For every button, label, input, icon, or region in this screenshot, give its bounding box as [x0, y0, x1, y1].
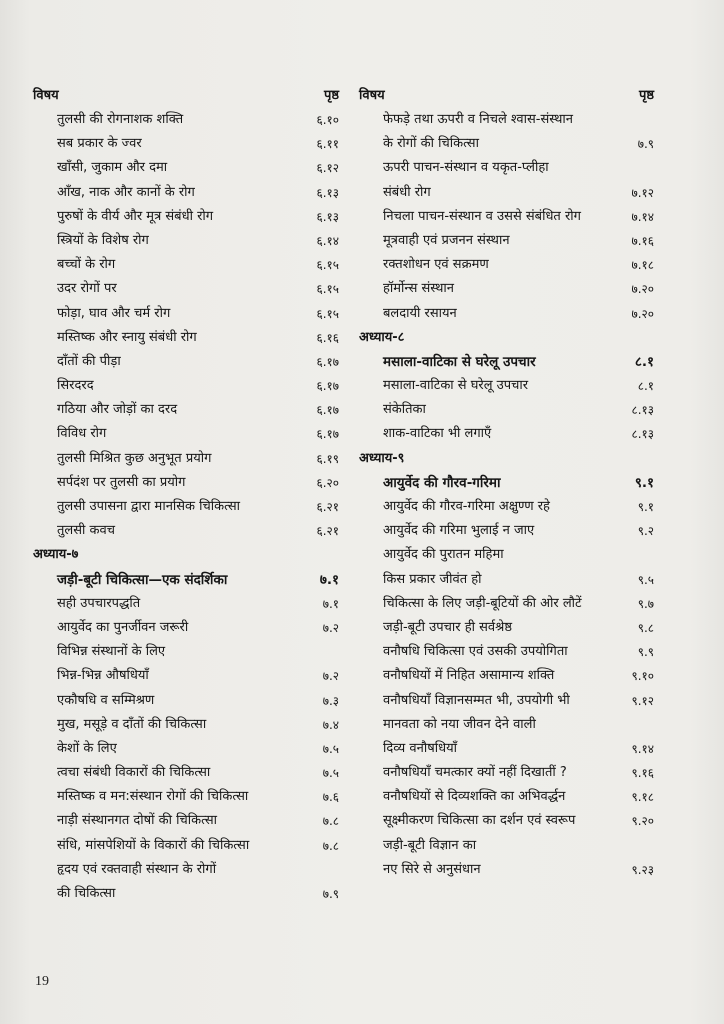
toc-entry: [359, 543, 654, 567]
entry-title: भिन्न-भिन्न औषधियाँ: [57, 668, 149, 684]
toc-entry: [359, 156, 654, 180]
toc-entry: [359, 568, 654, 592]
toc-entry: [33, 689, 339, 713]
entry-page: ७.२०: [631, 282, 654, 297]
entry-title: वनौषधियों में निहित असामान्य शक्ति: [383, 668, 555, 684]
entry-title: मुख, मसूड़े व दाँतों की चिकित्सा: [57, 716, 207, 732]
entry-title: निचला पाचन-संस्थान व उससे संबंधित रोग: [383, 208, 581, 224]
entry-page: ६.१२: [316, 161, 339, 176]
entry-title: केशों के लिए: [57, 740, 117, 756]
entry-page: ७.४: [322, 717, 339, 732]
entry-page: ६.१९: [316, 451, 339, 466]
entry-title: मस्तिष्क व मन:संस्थान रोगों की चिकित्सा: [57, 789, 249, 805]
entry-title: हॉर्मोन्स संस्थान: [383, 281, 454, 297]
entry-title: सिरदरद: [57, 378, 94, 394]
entry-title: सही उपचारपद्धति: [57, 595, 141, 611]
toc-entry: [33, 616, 339, 640]
entry-title: तुलसी की रोगनाशक शक्ति: [57, 112, 184, 127]
entry-page: ७.१: [322, 596, 339, 611]
entry-page: ६.२१: [316, 500, 339, 514]
entry-page: ९.८: [637, 620, 654, 635]
entry-title: स्त्रियों के विशेष रोग: [57, 232, 149, 248]
entry-title: आँख, नाक और कानों के रोग: [57, 184, 195, 200]
entry-title: संधि, मांसपेशियों के विकारों की चिकित्सा: [57, 837, 250, 853]
entry-page: ८.१३: [631, 427, 654, 442]
toc-entry: [359, 108, 654, 132]
toc-entry: [33, 156, 339, 180]
entry-page: ६.१५: [316, 258, 339, 273]
toc-entry: [359, 132, 654, 156]
toc-entry: [33, 181, 339, 205]
entry-title: फेफड़े तथा ऊपरी व निचले श्‍वास-संस्थान: [383, 112, 573, 127]
toc-entry: [33, 858, 339, 882]
entry-title: चिकित्सा के लिए जड़ी-बूटियों की ओर लौटें: [383, 595, 582, 611]
toc-header: [359, 84, 654, 108]
toc-entry: [33, 374, 339, 398]
entry-title: दाँतों की पीड़ा: [57, 353, 121, 369]
entry-title: मूत्रवाही एवं प्रजनन संस्थान: [383, 232, 510, 248]
toc-entry: [359, 374, 654, 398]
entry-page: ७.९: [322, 887, 339, 901]
toc-entries: [359, 108, 654, 882]
entry-page: ७.२: [322, 620, 339, 635]
entry-page: ९.७: [637, 596, 654, 611]
toc-left-column: [33, 84, 339, 906]
toc-entry: [359, 640, 654, 664]
toc-entry: [359, 398, 654, 422]
entry-page: ९.१: [637, 500, 654, 514]
entry-page: ६.११: [316, 137, 339, 152]
entry-title: ऊपरी पाचन-संस्थान व यकृत-प्लीहा: [383, 160, 549, 176]
entry-page: ९.९: [637, 645, 654, 660]
chapter-heading: अध्याय-७: [33, 547, 79, 563]
toc-entry: [359, 181, 654, 205]
entry-title: जड़ी-बूटी उपचार ही सर्वश्रेष्ठ: [383, 619, 512, 635]
entry-title: गठिया और जोड़ों का दरद: [57, 402, 178, 418]
entry-title: किस प्रकार जीवंत हो: [383, 571, 482, 587]
entry-page: ७.१: [319, 571, 339, 588]
entry-title: दिव्य वनौषधियाँ: [383, 740, 457, 756]
topic-heading: विषय: [359, 88, 385, 103]
entry-page: ९.१८: [631, 790, 654, 805]
entry-page: ७.२०: [631, 306, 654, 321]
entry-page: ६.१७: [316, 354, 339, 369]
toc-entry: [359, 253, 654, 277]
toc-main-entry: [359, 350, 654, 374]
entry-title: वनौषधि चिकित्सा एवं उसकी उपयोगिता: [383, 644, 568, 660]
toc-entry: [33, 326, 339, 350]
entry-title: विभिन्न संस्थानों के लिए: [57, 644, 166, 660]
toc-entry: [33, 519, 339, 543]
toc-entry: [33, 592, 339, 616]
entry-page: ९.५: [637, 572, 654, 587]
entry-page: ९.२०: [631, 814, 654, 829]
entry-page: ७.८: [322, 814, 339, 829]
entry-page: ७.१६: [631, 233, 654, 248]
entry-page: ६.१७: [316, 403, 339, 418]
toc-entry: [359, 809, 654, 833]
topic-heading: विषय: [33, 88, 59, 103]
entry-title: के रोगों की चिकित्सा: [383, 136, 479, 152]
toc-entry: [359, 664, 654, 688]
toc-entry: [359, 713, 654, 737]
chapter-heading: अध्याय-९: [359, 450, 405, 466]
entry-page: ७.१८: [631, 258, 654, 273]
toc-entry: [359, 277, 654, 301]
entry-title: मस्तिष्क और स्नायु संबंधी रोग: [57, 329, 197, 345]
entry-page: ६.१३: [316, 209, 339, 224]
entry-page: ९.१२: [631, 693, 654, 708]
toc-entry: [359, 422, 654, 446]
toc-entry: [33, 785, 339, 809]
entry-page: ८.१३: [631, 403, 654, 418]
entry-title: वनौषधियाँ विज्ञानसम्मत भी, उपयोगी भी: [383, 692, 570, 708]
entry-title: पुरुषों के वीर्य और मूत्र संबंधी रोग: [57, 208, 214, 224]
toc-entry: [359, 205, 654, 229]
toc-entry: [33, 422, 339, 446]
entry-title: रक्तशोधन एवं सक्रमण: [383, 257, 489, 273]
toc-entry: [359, 302, 654, 326]
entry-title: की चिकित्सा: [57, 886, 116, 901]
toc-entry: [33, 205, 339, 229]
entry-page: ९.१०: [631, 669, 654, 684]
entry-page: ६.१३: [316, 185, 339, 200]
toc-entry: [33, 834, 339, 858]
toc-entry: [33, 132, 339, 156]
entry-title: विविध रोग: [57, 426, 107, 442]
entry-title: सर्पदंश पर तुलसी का प्रयोग: [57, 474, 186, 490]
toc-entry: [359, 761, 654, 785]
toc-entry: [33, 302, 339, 326]
toc-main-entry: [33, 568, 339, 592]
entry-title: एकौषधि व सम्मिश्रण: [57, 692, 155, 708]
entry-title: बलदायी रसायन: [383, 305, 457, 321]
toc-entry: [33, 882, 339, 906]
entry-page: ६.१५: [316, 282, 339, 297]
entry-title: तुलसी कवच: [57, 523, 115, 539]
entry-page: ६.१५: [316, 306, 339, 321]
entry-page: ७.२: [322, 669, 339, 684]
toc-header: [33, 84, 339, 108]
toc-entry: [33, 277, 339, 301]
page-number: 19: [35, 974, 49, 989]
entry-title: वनौषधियों से दिव्यशक्ति का अभिवर्द्धन: [383, 789, 566, 805]
toc-entry: [359, 495, 654, 519]
entry-page: ६.२१: [316, 524, 339, 539]
toc-entry: [359, 858, 654, 882]
toc-entry: [33, 737, 339, 761]
toc-entry: [33, 398, 339, 422]
entry-title: त्वचा संबंधी विकारों की चिकित्सा: [57, 765, 211, 781]
entry-title: फोड़ा, घाव और चर्म रोग: [57, 305, 171, 321]
entry-page: ८.१: [637, 379, 654, 394]
toc-entry: [33, 495, 339, 519]
entry-page: ९.१४: [631, 741, 654, 756]
toc-entry: [33, 713, 339, 737]
entry-page: ७.१४: [631, 209, 654, 224]
toc-entries: [33, 108, 339, 906]
entry-page: ९.२३: [631, 862, 654, 877]
toc-entry: [33, 809, 339, 833]
entry-title: सब प्रकार के ज्वर: [57, 136, 142, 152]
entry-title: हृदय एवं रक्तवाही संस्थान के रोगों: [57, 861, 217, 877]
entry-page: ७.८: [322, 838, 339, 853]
entry-title: आयुर्वेद की गरिमा भुलाई न जाए: [383, 523, 535, 539]
page-heading: पृष्ठ: [323, 88, 339, 103]
entry-title: आयुर्वेद की गौरव-गरिमा: [383, 474, 501, 491]
entry-title: तुलसी उपासना द्वारा मानसिक चिकित्सा: [57, 499, 241, 514]
entry-title: बच्चों के रोग: [57, 257, 116, 273]
toc-entry: [33, 664, 339, 688]
entry-page: ८.१: [634, 353, 654, 370]
entry-page: ७.६: [322, 790, 339, 805]
entry-page: ७.५: [322, 766, 339, 781]
entry-title: नाड़ी संस्थानगत दोषों की चिकित्सा: [57, 813, 217, 829]
entry-page: ७.९: [637, 137, 654, 152]
toc-entry: [33, 471, 339, 495]
entry-page: ६.१७: [316, 427, 339, 442]
entry-title: मसाला-वाटिका से घरेलू उपचार: [383, 378, 529, 394]
toc-entry: [359, 834, 654, 858]
toc-entry: [359, 689, 654, 713]
entry-page: ७.१२: [631, 185, 654, 200]
toc-entry: [359, 592, 654, 616]
toc-entry: [33, 108, 339, 132]
entry-page: ७.३: [322, 693, 339, 708]
entry-page: ६.१६: [316, 330, 339, 345]
toc-entry: [359, 737, 654, 761]
entry-title: शाक-वाटिका भी लगाएँ: [383, 426, 492, 442]
toc-entry: [359, 229, 654, 253]
entry-title: उदर रोगों पर: [57, 281, 117, 297]
toc-entry: [359, 785, 654, 809]
entry-title: जड़ी-बूटी चिकित्सा—एक संदर्शिका: [57, 571, 228, 588]
entry-page: ६.१७: [316, 379, 339, 394]
toc-main-entry: [359, 471, 654, 495]
toc-entry: [33, 761, 339, 785]
toc-entry: [33, 253, 339, 277]
entry-page: ६.२०: [316, 475, 339, 490]
entry-title: मसाला-वाटिका से घरेलू उपचार: [383, 353, 536, 370]
toc-entry: [33, 640, 339, 664]
entry-title: नए सिरे से अनुसंधान: [383, 861, 481, 877]
toc-entry: [33, 229, 339, 253]
entry-page: ९.१: [634, 474, 654, 491]
entry-title: खाँसी, जुकाम और दमा: [57, 160, 168, 176]
toc-entry: [359, 519, 654, 543]
toc-entry: [33, 350, 339, 374]
entry-page: ९.१६: [631, 766, 654, 781]
entry-title: मानवता को नया जीवन देने वाली: [383, 716, 536, 732]
entry-title: आयुर्वेद का पुनर्जीवन जरूरी: [57, 619, 189, 635]
entry-title: जड़ी-बूटी विज्ञान का: [383, 837, 477, 853]
page-heading: पृष्ठ: [638, 88, 654, 103]
entry-page: ७.५: [322, 741, 339, 756]
entry-page: ९.२: [637, 524, 654, 539]
entry-title: संबंधी रोग: [383, 184, 431, 200]
toc-entry: [359, 616, 654, 640]
entry-title: संकेतिका: [383, 402, 426, 418]
entry-page: ६.१०: [316, 113, 339, 127]
entry-title: तुलसी मिश्रित कुछ अनुभूत प्रयोग: [57, 450, 212, 466]
entry-page: ६.१४: [316, 233, 339, 248]
entry-title: आयुर्वेद की गौरव-गरिमा अक्षुण्ण रहे: [383, 499, 550, 514]
toc-right-column: [359, 84, 654, 882]
entry-title: वनौषधियाँ चमत्कार क्यों नहीं दिखातीं ?: [383, 765, 567, 781]
chapter-heading: अध्याय-८: [359, 329, 405, 345]
toc-entry: [33, 447, 339, 471]
entry-title: सूक्ष्मीकरण चिकित्सा का दर्शन एवं स्वरूप: [383, 813, 576, 829]
entry-title: आयुर्वेद की पुरातन महिमा: [383, 547, 504, 563]
